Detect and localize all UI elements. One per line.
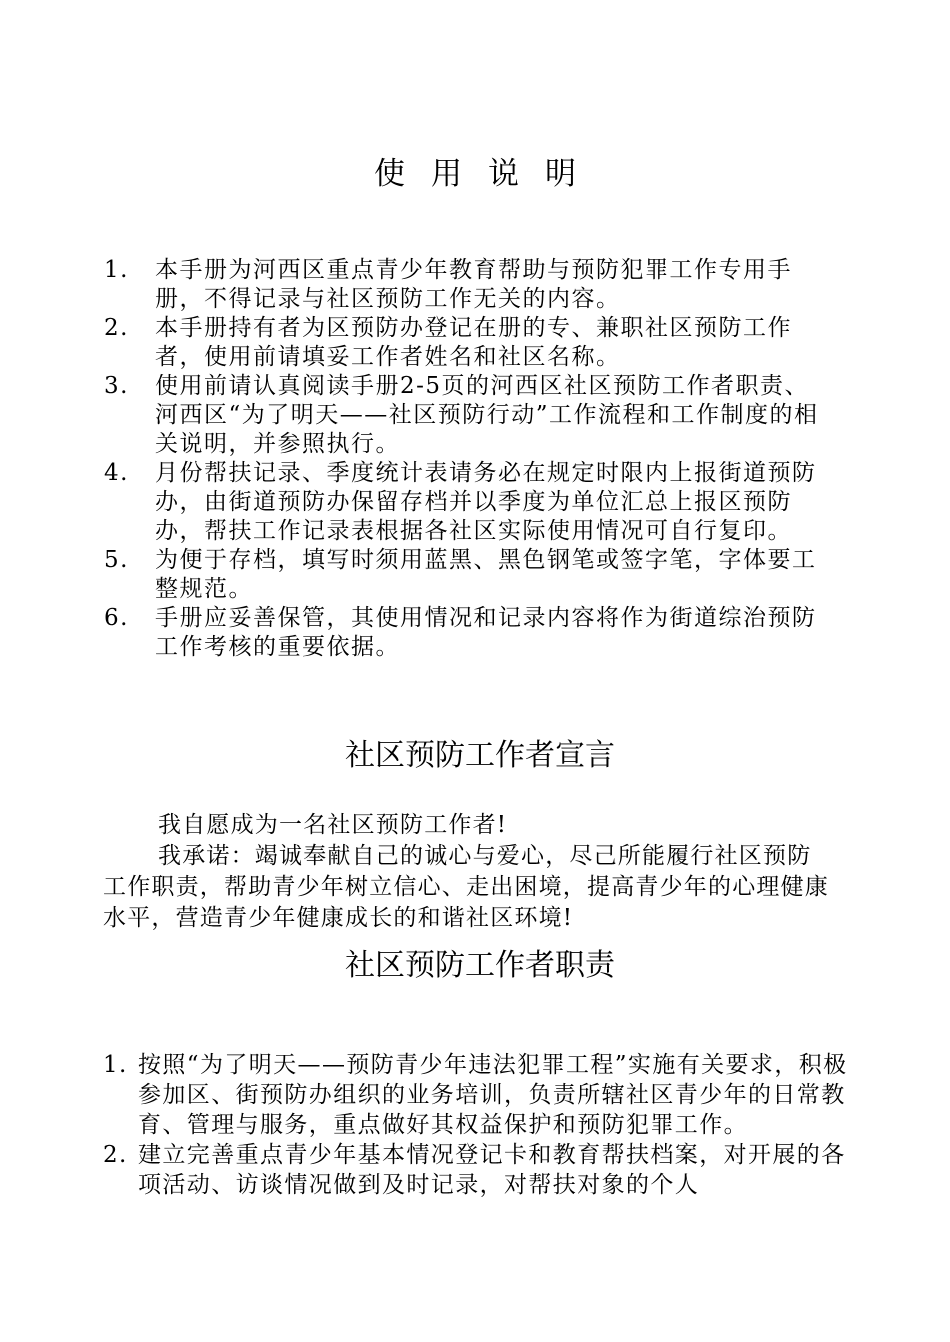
list-item [100,256,830,314]
item-number: 5. [104,547,129,573]
list-item [100,604,830,662]
item-text: 月份帮扶记录、季度统计表请务必在规定时限内上报街道预防办，由街道预防办保留存档并以季度为单位汇总上报区预防办，帮扶工作记录表根据各社区实际使用情况可自行复印。 [155,460,817,544]
item-number: 2. [103,1142,128,1168]
usage-list [100,256,830,662]
list-item [100,546,830,604]
list-item [100,1140,860,1200]
list-item [100,314,830,372]
item-text: 本手册持有者为区预防办登记在册的专、兼职社区预防工作者，使用前请填妥工作者姓名和社区名称。 [155,315,792,370]
item-text: 本手册为河西区重点青少年教育帮助与预防犯罪工作专用手册，不得记录与社区预防工作无关的内容。 [155,257,792,312]
item-text: 为便于存档，填写时须用蓝黑、黑色钢笔或签字笔，字体要工整规范。 [155,547,817,602]
list-item [100,372,830,459]
pledge-title: 社区预防工作者宣言 [345,738,615,773]
item-number: 3. [104,373,129,399]
item-text: 按照“为了明天——预防青少年违法犯罪工程”实施有关要求，积极参加区、街预防办组织的业务培训，负责所辖社区青少年的日常教育、管理与服务，重点做好其权益保护和预防犯罪工作。 [138,1052,848,1138]
item-text: 手册应妥善保管，其使用情况和记录内容将作为街道综治预防工作考核的重要依据。 [155,605,817,660]
pledge-line-2: 我承诺：竭诚奉献自己的诚心与爱心，尽己所能履行社区预防工作职责，帮助青少年树立信心、走出困境，提高青少年的心理健康水平，营造青少年健康成长的和谐社区环境! [103,843,829,931]
list-item [100,1050,860,1140]
duties-title: 社区预防工作者职责 [345,948,615,983]
item-number: 1. [103,1052,128,1078]
item-number: 4. [104,460,129,486]
pledge-text [103,810,833,934]
list-item [100,459,830,546]
duties-list [100,1050,860,1200]
item-text: 建立完善重点青少年基本情况登记卡和教育帮扶档案，对开展的各项活动、访谈情况做到及时记录，对帮扶对象的个人 [138,1142,846,1198]
item-number: 1. [104,257,129,283]
item-number: 6. [104,605,129,631]
item-number: 2. [104,315,129,341]
pledge-line-1: 我自愿成为一名社区预防工作者! [158,812,508,838]
item-text: 使用前请认真阅读手册2-5页的河西区社区预防工作者职责、河西区“为了明天——社区预防行动”工作流程和工作制度的相关说明，并参照执行。 [155,373,819,457]
usage-title: 使用说明 [374,156,602,192]
